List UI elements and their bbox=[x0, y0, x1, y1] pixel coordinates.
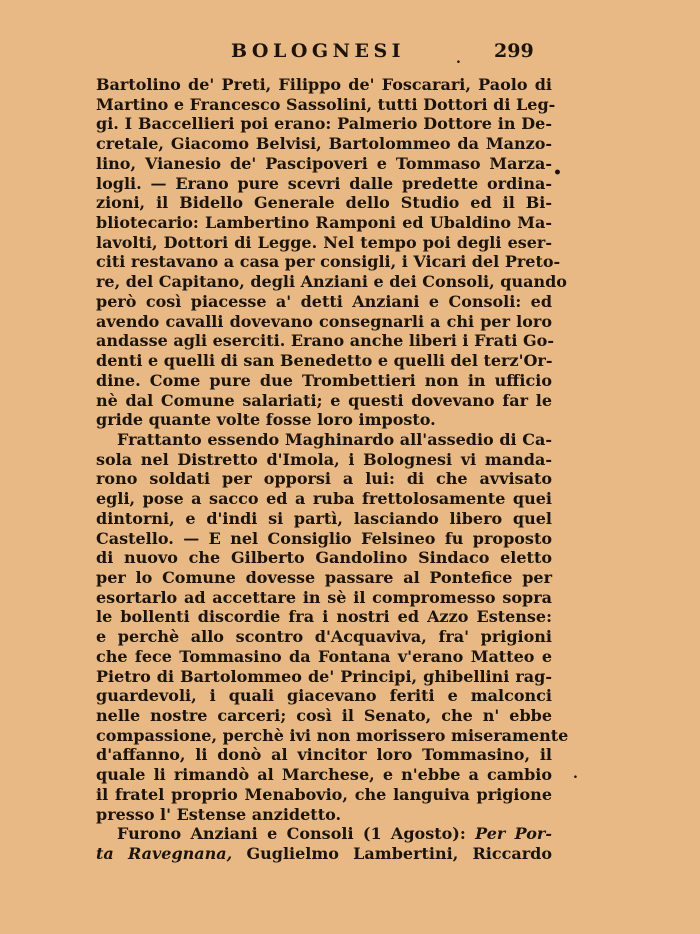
text-line: e perchè allo scontro d'Acquaviva, fra' prigioni bbox=[96, 627, 552, 647]
text-line: Pietro di Bartolommeo de' Principi, ghibellini rag- bbox=[96, 666, 552, 686]
text-line: lino, Vianesio de' Pascipoveri e Tommaso Marza- bbox=[96, 153, 552, 173]
margin-dot: . bbox=[573, 766, 578, 782]
text-line: dine. Come pure due Trombettieri non in ufficio bbox=[96, 370, 552, 390]
text-line: bliotecario: Lambertino Ramponi ed Ubaldino Ma- bbox=[96, 213, 552, 233]
text-line: lavolti, Dottori di Legge. Nel tempo poi degli eser- bbox=[96, 232, 552, 252]
text-line: logli. — Erano pure scevri dalle predette ordina- bbox=[96, 173, 552, 193]
text-line: però così piacesse a' detti Anziani e Consoli: ed bbox=[96, 291, 552, 311]
text-line: le bollenti discordie fra i nostri ed Azzo Estense: bbox=[96, 607, 552, 627]
text-line: Bartolino de' Preti, Filippo de' Foscarari, Paolo di bbox=[96, 75, 552, 94]
text-line: gi. I Baccellieri poi erano: Palmerio Dottore in De- bbox=[96, 114, 552, 134]
italic-text-run: Per Por- bbox=[475, 824, 552, 844]
text-run: Guglielmo Lambertini, Riccardo bbox=[232, 844, 553, 864]
text-line: presso l' Estense anzidetto. bbox=[96, 804, 342, 824]
text-line: egli, pose a sacco ed a ruba frettolosamente quei bbox=[96, 489, 552, 509]
text-line: denti e quelli di san Benedetto e quelli del terz'Or- bbox=[96, 351, 553, 371]
text-line: d'affanno, li donò al vincitor loro Tommasino, il bbox=[96, 745, 552, 765]
text-line: guardevoli, i quali giacevano feriti e malconci bbox=[96, 686, 552, 706]
text-line: cretale, Giacomo Belvisi, Bartolommeo da Manzo- bbox=[96, 134, 552, 154]
text-line: Martino e Francesco Sassolini, tutti Dottori di Leg- bbox=[96, 94, 556, 114]
text-line bbox=[96, 844, 552, 864]
text-line: quale li rimandò al Marchese, e n'ebbe a cambio bbox=[96, 765, 552, 785]
page-number: 299 bbox=[494, 40, 534, 62]
text-line: esortarlo ad accettare in sè il compromesso sopra bbox=[96, 587, 552, 607]
text-line: compassione, perchè ivi non morissero miseramente bbox=[96, 725, 569, 745]
text-line: Frattanto essendo Maghinardo all'assedio di Ca- bbox=[117, 429, 552, 449]
text-line: zioni, il Bidello Generale dello Studio ed il Bi- bbox=[96, 193, 552, 213]
text-line: citi restavano a casa per consigli, i Vicari del Preto- bbox=[96, 252, 561, 272]
text-line: rono soldati per opporsi a lui: di che avvisato bbox=[96, 469, 552, 489]
text-line: che fece Tommasino da Fontana v'erano Matteo e bbox=[96, 646, 552, 666]
text-line: nelle nostre carceri; così il Senato, che n' ebbe bbox=[96, 706, 552, 725]
text-line: di nuovo che Gilberto Gandolino Sindaco eletto bbox=[96, 548, 552, 568]
text-line: il fratel proprio Menabovio, che languiva prigione bbox=[96, 784, 552, 804]
header-dot: . bbox=[456, 51, 461, 67]
text-line: andasse agli eserciti. Erano anche liberi i Frati Go- bbox=[96, 331, 554, 351]
text-line: Castello. — E nel Consiglio Felsineo fu proposto bbox=[96, 528, 552, 548]
text-line: avendo cavalli dovevano consegnarli a chi per loro bbox=[96, 311, 552, 331]
text-line bbox=[96, 824, 552, 844]
text-line: dintorni, e d'indi si partì, lasciando libero quel bbox=[96, 508, 552, 528]
running-head-title: BOLOGNESI bbox=[231, 40, 406, 62]
running-head bbox=[0, 36, 700, 62]
body-text bbox=[96, 75, 569, 864]
margin-bullet: • bbox=[553, 165, 562, 181]
text-run: Furono Anziani e Consoli (1 Agosto): bbox=[117, 824, 476, 844]
text-line: sola nel Distretto d'Imola, i Bolognesi vi manda- bbox=[96, 449, 552, 469]
italic-text-run: ta Ravegnana, bbox=[96, 844, 233, 864]
text-line: nè dal Comune salariati; e questi dovevano far le bbox=[96, 390, 552, 410]
text-line: per lo Comune dovesse passare al Pontefice per bbox=[96, 567, 552, 587]
text-line: re, del Capitano, degli Anziani e dei Consoli, quando bbox=[96, 272, 567, 292]
text-line: gride quante volte fosse loro imposto. bbox=[96, 410, 436, 430]
